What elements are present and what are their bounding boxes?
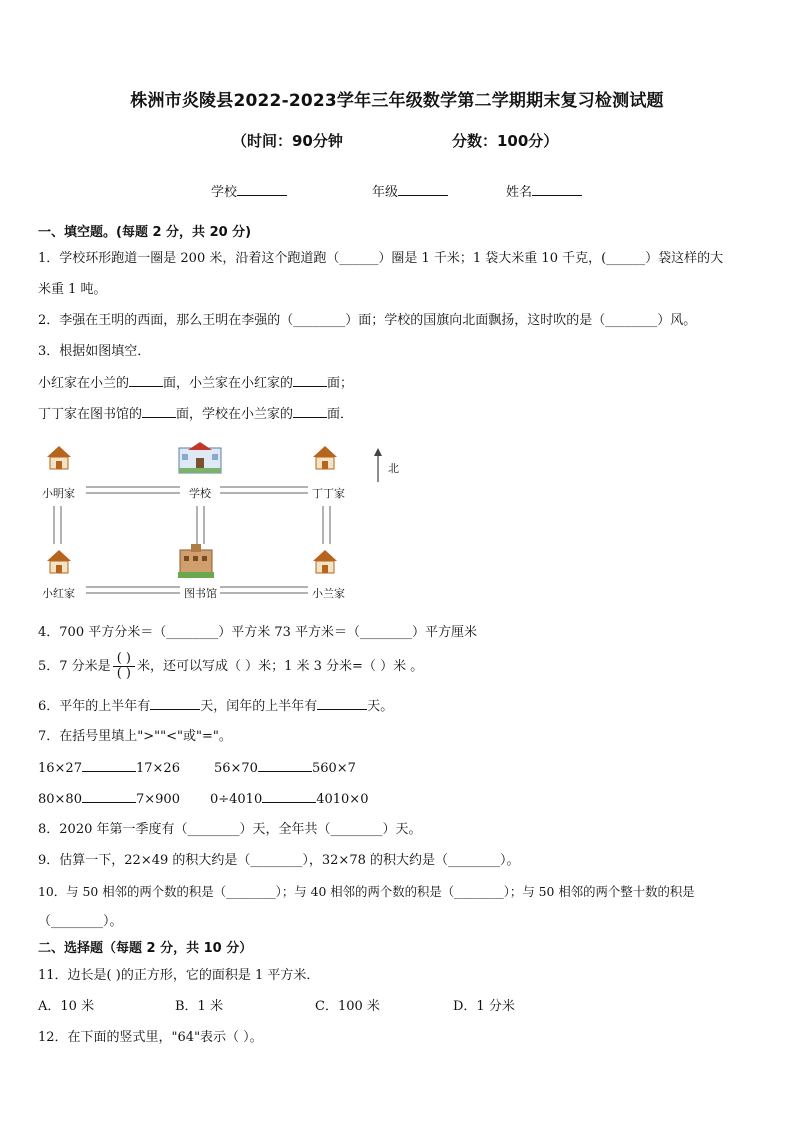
- map-label-north: 北: [388, 462, 399, 475]
- section1-heading: 一、填空题。(每题 2 分，共 20 分): [38, 225, 252, 240]
- map-roads: [36, 440, 416, 610]
- question-5: 5．7 分米是 $\frac{( )}{( )}$ 米，还可以写成（ ）米；1 米 3 分米=（ ）米 。: [38, 651, 424, 681]
- question-11-option-d[interactable]: D．1 分米: [453, 999, 515, 1014]
- question-11-option-a[interactable]: A．10 米: [38, 999, 95, 1014]
- question-6: 6．平年的上半年有 天，闰年的上半年有 天。: [38, 699, 394, 714]
- map-label-xiaohong: 小红家: [42, 587, 75, 600]
- question-8: 8．2020 年第一季度有（________）天，全年共（________）天。: [38, 822, 422, 837]
- answer-blank[interactable]: [293, 374, 327, 387]
- question-3: 3．根据如图填空．: [38, 344, 151, 359]
- compare-blank[interactable]: [262, 790, 316, 803]
- map-label-xiaoming: 小明家: [42, 487, 75, 500]
- question-7: 7．在括号里填上">""<"或"="。: [38, 729, 232, 744]
- question-2: 2．李强在王明的西面，那么王明在李强的（________）面；学校的国旗向北面飘扬，这时吹的是（________）风。: [38, 313, 697, 328]
- house-icon: [46, 548, 72, 574]
- grade-field: [372, 181, 448, 200]
- exam-title: 株洲市炎陵县2022-2023学年三年级数学第二学期期末复习检测试题: [130, 91, 664, 111]
- school-icon: [178, 442, 222, 474]
- map-label-library: 图书馆: [184, 587, 217, 600]
- house-icon: [312, 548, 338, 574]
- compare-blank[interactable]: [258, 759, 312, 772]
- question-4: 4．700 平方分米＝（________）平方米 73 平方米＝（________）平方厘米: [38, 625, 478, 640]
- answer-blank[interactable]: [129, 374, 163, 387]
- library-icon: [178, 544, 214, 578]
- map-label-dingding: 丁丁家: [312, 487, 345, 500]
- house-icon: [46, 444, 72, 470]
- school-field: [211, 181, 287, 200]
- name-field: [506, 181, 582, 200]
- fraction[interactable]: $\frac{( )}{( )}$: [113, 652, 135, 681]
- question-7-row1: 16×27 17×26 56×70 560×7: [38, 761, 356, 776]
- name-blank[interactable]: [532, 183, 582, 196]
- question-1-line1: 1．学校环形跑道一圈是 200 米，沿着这个跑道跑（______）圈是 1 千米；1 袋大米重 10 千克，(______）袋这样的大: [38, 251, 724, 266]
- question-11-option-c[interactable]: C．100 米: [315, 999, 380, 1014]
- house-icon: [312, 444, 338, 470]
- question-1-line2: 米重 1 吨。: [38, 282, 107, 297]
- question-9: 9．估算一下，22×49 的积大约是（________），32×78 的积大约是（________）。: [38, 853, 520, 868]
- map-label-xiaolan: 小兰家: [312, 587, 345, 600]
- school-blank[interactable]: [237, 183, 287, 196]
- question-12: 12．在下面的竖式里，"64"表示（ ）。: [38, 1030, 263, 1045]
- answer-blank[interactable]: [150, 697, 200, 710]
- question-3-line1: 小红家在小兰的 面，小兰家在小红家的 面；: [38, 376, 354, 391]
- map-label-school: 学校: [189, 487, 211, 500]
- question-10-line2: （________）。: [38, 914, 123, 929]
- compare-blank[interactable]: [82, 759, 136, 772]
- school-label: 学校: [211, 185, 238, 200]
- compare-blank[interactable]: [82, 790, 136, 803]
- grade-blank[interactable]: [398, 183, 448, 196]
- exam-score: 分数：100分）: [452, 132, 559, 150]
- answer-blank[interactable]: [317, 697, 367, 710]
- exam-time: （时间：90分钟: [232, 132, 343, 150]
- question-7-row2: 80×80 7×900 0÷4010 4010×0: [38, 792, 369, 807]
- answer-blank[interactable]: [293, 405, 327, 418]
- question-11: 11．边长是( )的正方形，它的面积是 1 平方米．: [38, 968, 320, 983]
- location-map: [36, 440, 416, 610]
- name-label: 姓名: [506, 185, 533, 200]
- question-3-line2: 丁丁家在图书馆的 面，学校在小兰家的 面．: [38, 407, 354, 422]
- section2-heading: 二、选择题（每题 2 分，共 10 分）: [38, 941, 253, 956]
- answer-blank[interactable]: [142, 405, 176, 418]
- question-10-line1: 10．与 50 相邻的两个数的积是（________）；与 40 相邻的两个数的积是（________）；与 50 相邻的两个整十数的积是: [38, 884, 695, 899]
- grade-label: 年级: [372, 185, 399, 200]
- question-11-option-b[interactable]: B．1 米: [175, 999, 223, 1014]
